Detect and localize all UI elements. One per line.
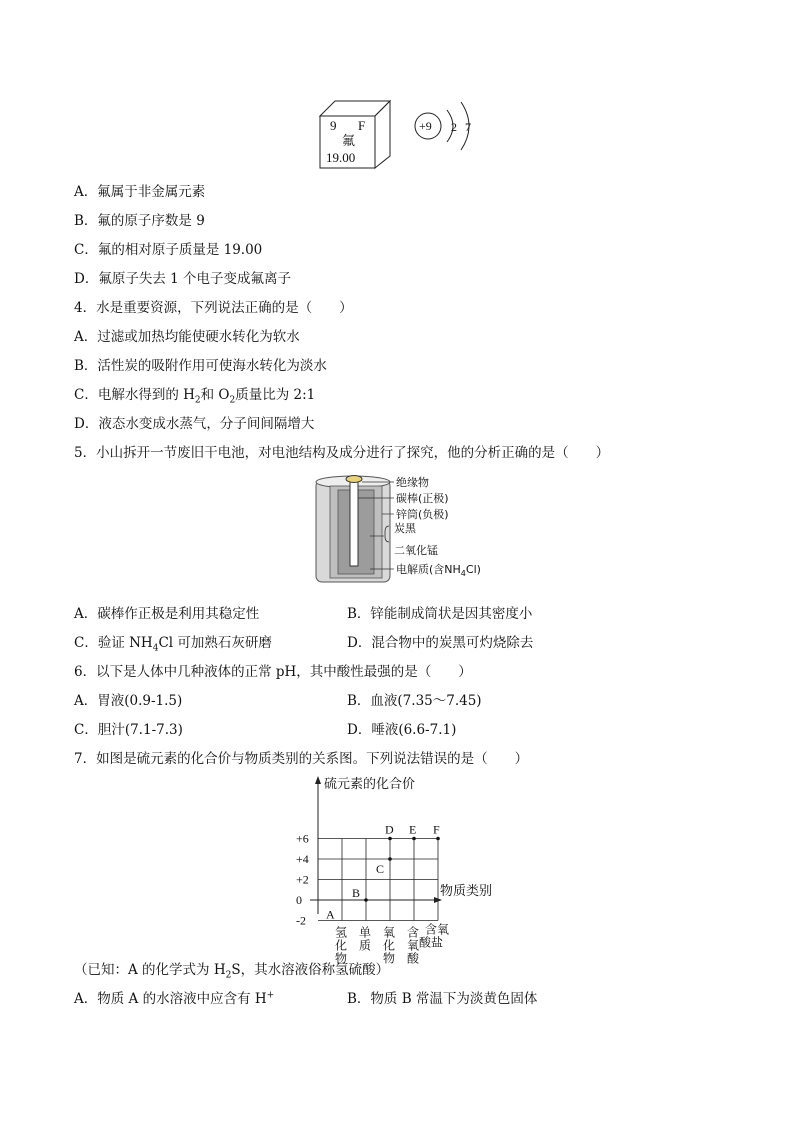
q3-option-c: C．氟的相对原子质量是 19.00 <box>74 242 263 258</box>
category-label: 氢 <box>335 925 348 940</box>
q5-stem: 5．小山拆开一节废旧干电池，对电池结构及成分进行了探究，他的分析正确的是（ ） <box>74 445 610 461</box>
q3-option-d: D．氟原子失去 1 个电子变成氟离子 <box>74 271 291 287</box>
q5-option-c: C．验证 $NH_4Cl$ 可加熟石灰研磨 <box>74 635 272 654</box>
y-tick-label: 0 <box>296 893 302 907</box>
label-mno2: 二氧化锰 <box>394 544 438 557</box>
q5-option-a: A．碳棒作正极是利用其稳定性 <box>74 606 260 622</box>
x-axis-label: 物质类别 <box>440 883 493 898</box>
point-label-B: B <box>352 886 361 900</box>
category-label: 酸盐 <box>419 935 444 950</box>
y-tick-label: +4 <box>296 852 309 866</box>
nucleus-charge: +9 <box>419 119 432 133</box>
y-tick-label: -2 <box>296 913 306 928</box>
label-carbon-rod: 碳棒(正极) <box>396 492 449 505</box>
category-label: 氧 <box>407 938 420 953</box>
label-zinc-can: 锌筒(负极) <box>396 508 449 521</box>
y-tick-label: +2 <box>296 872 309 887</box>
category-label: 含 <box>407 925 420 940</box>
element-symbol: F <box>358 118 366 133</box>
q5-option-b: B．锌能制成筒状是因其密度小 <box>347 606 533 622</box>
y-tick-label: +6 <box>296 831 309 846</box>
point-label-F: F <box>433 822 440 837</box>
category-label: 化 <box>335 938 348 953</box>
q3-option-b: B．氟的原子序数是 9 <box>74 213 205 229</box>
label-carbon-black: 炭黑 <box>394 522 416 535</box>
sulfur-valence-chart <box>288 772 508 966</box>
q6-option-d: D．唾液(6.6-7.1) <box>347 722 457 738</box>
point-D <box>388 837 392 841</box>
point-label-D: D <box>385 822 394 837</box>
category-label: 化 <box>383 938 396 953</box>
q7-option-b: B．物质 B 常温下为淡黄色固体 <box>347 991 538 1007</box>
label-insulator: 绝缘物 <box>396 476 429 489</box>
dry-cell-diagram <box>310 472 500 590</box>
shell-1-count: 2 <box>451 120 457 134</box>
category-label: 质 <box>359 938 372 953</box>
q6-option-a: A．胃液(0.9-1.5) <box>74 693 183 709</box>
category-label: 物 <box>335 951 348 966</box>
category-label: 酸 <box>407 951 420 966</box>
q4-stem: 4．水是重要资源，下列说法正确的是（ ） <box>74 300 353 316</box>
q6-stem: 6．以下是人体中几种液体的正常 pH，其中酸性最强的是（ ） <box>74 664 472 680</box>
point-label-E: E <box>409 822 417 837</box>
q7-note: （已知：A 的化学式为 $H_2S$，其水溶液俗称氢硫酸） <box>74 962 390 981</box>
q4-option-d: D．液态水变成水蒸气，分子间间隔增大 <box>74 416 315 432</box>
category-label: 氧 <box>383 925 396 940</box>
point-C <box>388 857 392 861</box>
category-label: 物 <box>383 951 396 966</box>
atomic-mass: 19.00 <box>326 150 356 165</box>
point-B <box>364 898 368 902</box>
fluorine-element-card <box>315 96 485 172</box>
q4-option-b: B．活性炭的吸附作用可使海水转化为淡水 <box>74 358 327 374</box>
point-E <box>412 837 416 841</box>
point-label-A: A <box>326 907 335 922</box>
q6-option-c: C．胆汁(7.1-7.3) <box>74 722 183 738</box>
q4-option-c: C．电解水得到的 $H_2$和 $O_2$质量比为 2:1 <box>74 387 316 406</box>
q6-option-b: B．血液(7.35～7.45) <box>347 693 482 709</box>
category-label: 单 <box>359 925 372 940</box>
q3-option-a: A．氟属于非金属元素 <box>74 184 206 200</box>
label-electrolyte: 电解质(含$NH_4Cl$) <box>396 563 481 578</box>
q7-option-a: A．物质 A 的水溶液中应含有 H+ <box>74 990 275 1007</box>
element-name: 氟 <box>342 133 356 148</box>
q7-stem: 7．如图是硫元素的化合价与物质类别的关系图。下列说法错误的是（ ） <box>74 751 529 767</box>
q4-option-a: A．过滤或加热均能使硬水转化为软水 <box>74 329 300 345</box>
shell-2-count: 7 <box>465 120 471 134</box>
atomic-number: 9 <box>330 118 337 133</box>
y-axis-label: 硫元素的化合价 <box>324 776 416 791</box>
y-axis-arrow <box>315 776 321 784</box>
point-F <box>436 837 440 841</box>
q5-option-d: D．混合物中的炭黑可灼烧除去 <box>347 635 534 651</box>
category-label: 含氧 <box>425 922 450 937</box>
point-label-C: C <box>376 862 385 876</box>
